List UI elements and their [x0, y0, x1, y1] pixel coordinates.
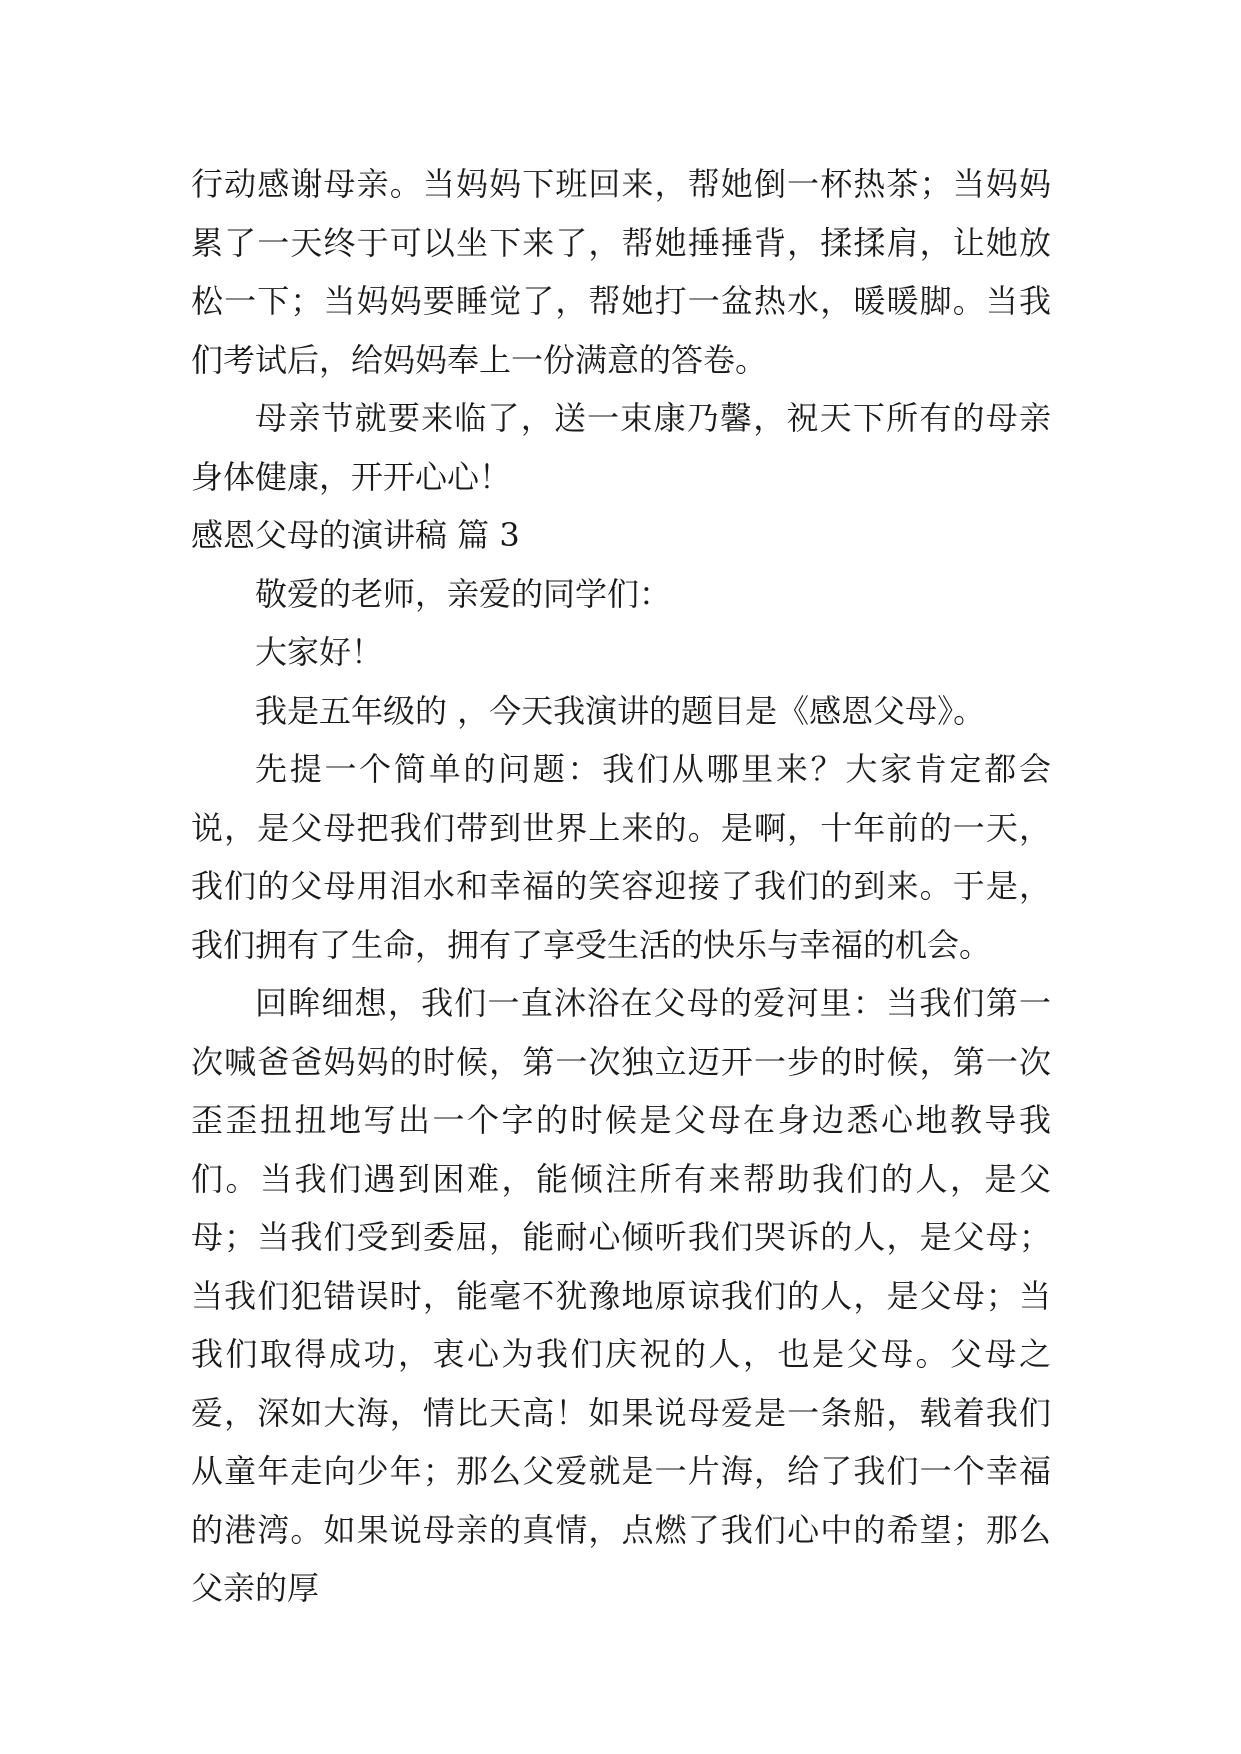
paragraph-greeting: 大家好！ [255, 633, 384, 671]
paragraph-reflection: 回眸细想，我们一直沐浴在父母的爱河里：当我们第一次喊爸爸妈妈的时候，第一次独立迈开一步的时候，第一次歪歪扭扭地写出一个字的时候是父母在身边悉心地教导我们。当我们遇到困难，能倾注所有来帮助我们的人，是父母；当我们受到委屈，能耐心倾听我们哭诉的人，是父母；当我们犯错误时，能毫不犹豫地原谅我们的人，是父母；当我们取得成功，衷心为我们庆祝的人，也是父母。父母之爱，深如大海，情比天高！如果说母爱是一条船，载着我们从童年走向少年；那么父爱就是一片海，给了我们一个幸福的港湾。如果说母亲的真情，点燃了我们心中的希望；那么父亲的厚 [191, 984, 1051, 1607]
document-body [191, 155, 1051, 1618]
paragraph-continuation: 行动感谢母亲。当妈妈下班回来，帮她倒一杯热茶；当妈妈累了一天终于可以坐下来了，帮她捶捶背，揉揉肩，让她放松一下；当妈妈要睡觉了，帮她打一盆热水，暖暖脚。当我们考试后，给妈妈奉上一份满意的答卷。 [191, 165, 1051, 379]
paragraph-introduction: 我是五年级的 ，今天我演讲的题目是《感恩父母》。 [255, 691, 986, 730]
paragraph-salutation: 敬爱的老师，亲爱的同学们： [255, 574, 672, 613]
section-title: 感恩父母的演讲稿 篇 3 [191, 516, 520, 554]
paragraph-question: 先提一个简单的问题：我们从哪里来？大家肯定都会说，是父母把我们带到世界上来的。是啊，十年前的一天，我们的父母用泪水和幸福的笑容迎接了我们的到来。于是，我们拥有了生命，拥有了享受生活的快乐与幸福的机会。 [191, 750, 1051, 964]
paragraph-mothers-day: 母亲节就要来临了，送一束康乃馨，祝天下所有的母亲身体健康，开开心心！ [191, 399, 1051, 496]
